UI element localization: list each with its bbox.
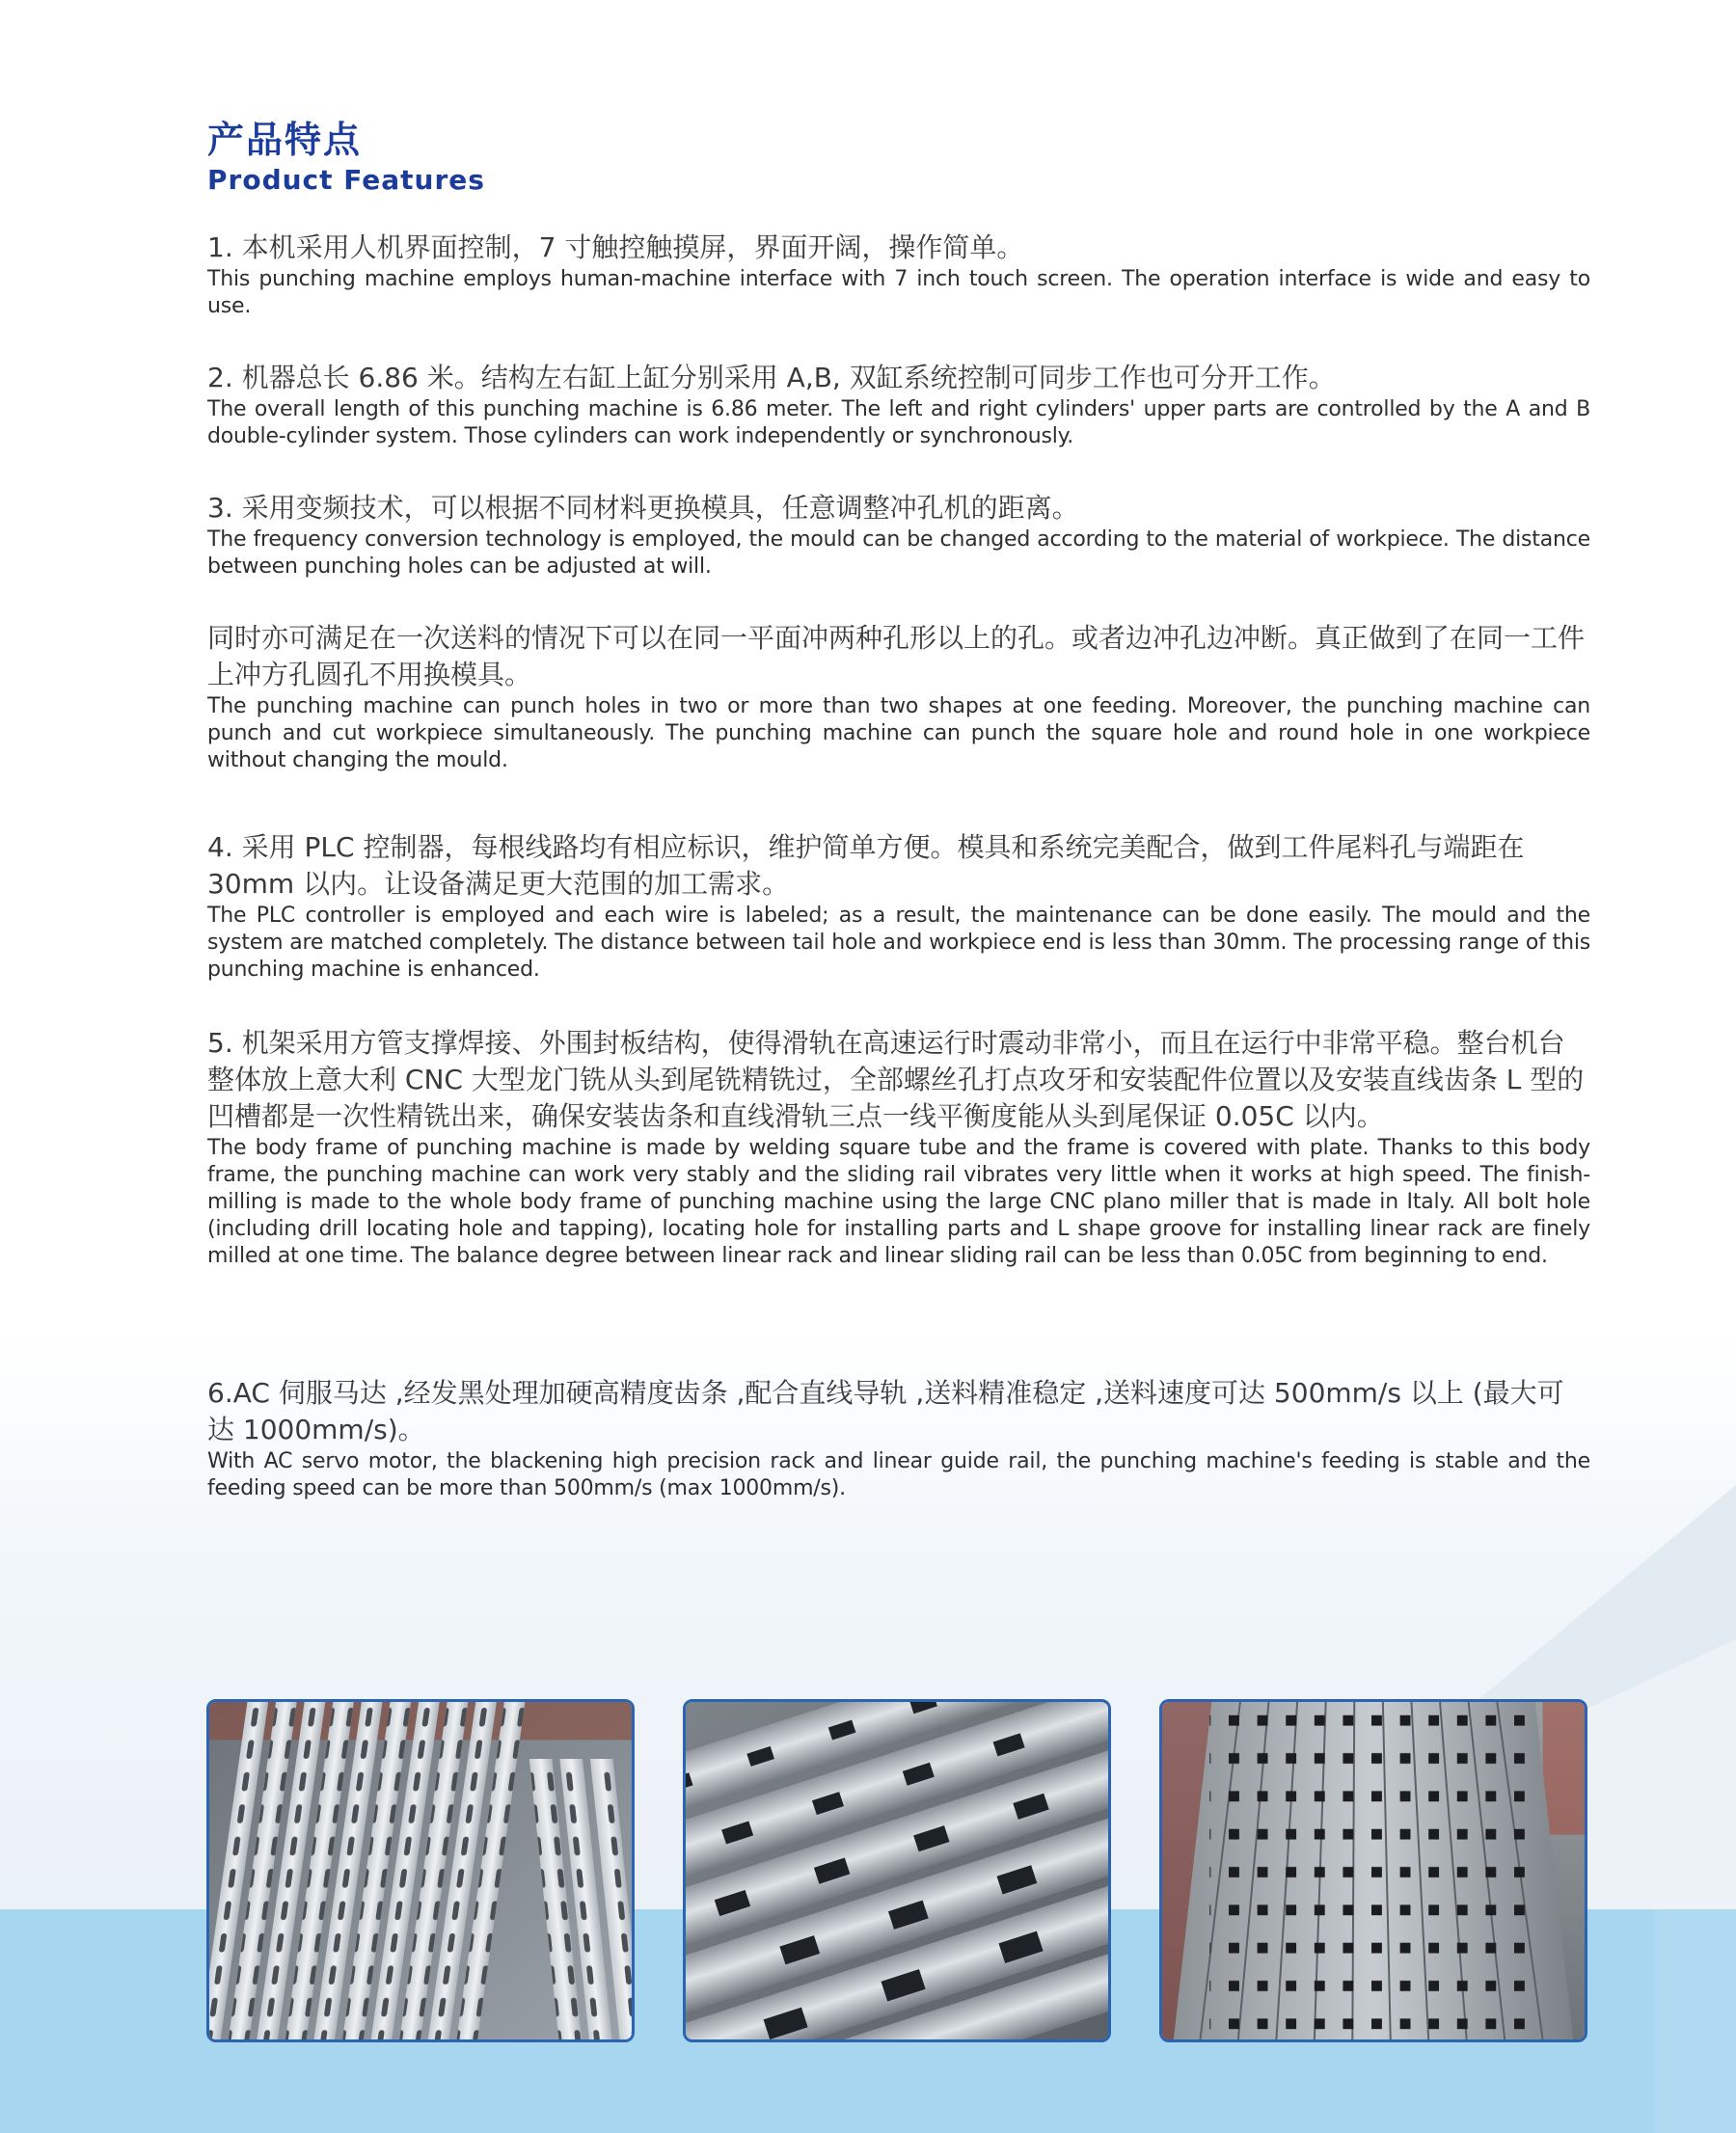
- product-photo-square-tubes: [1159, 1699, 1587, 2042]
- section-title-cn: 产品特点: [207, 119, 363, 161]
- feature-en: The punching machine can punch holes in two or more than two shapes at one feeding. Moreover, the punching machine can punch and cut workpiece simultaneously. The punching machine can punch the square hole and round hole in one workpiece without changing the mould.: [207, 694, 1590, 772]
- product-photo-punched-tubes: [683, 1699, 1111, 2042]
- product-photo-slotted-channels: [206, 1699, 635, 2042]
- feature-en: With AC servo motor, the blackening high precision rack and linear guide rail, the punching machine's feeding is stable and the feeding speed can be more than 500mm/s (max 1000mm/s).: [207, 1449, 1590, 1500]
- feature-3-supplement: [207, 620, 1590, 774]
- feature-6: [207, 1375, 1590, 1502]
- feature-cn: 5. 机架采用方管支撑焊接、外围封板结构，使得滑轨在高速运行时震动非常小，而且在运行中非常平稳。整台机台整体放上意大利 CNC 大型龙门铣从头到尾铣精铣过，全部螺丝孔打点攻牙和安装配件位置以及安装直线齿条 L 型的凹槽都是一次性精铣出来，确保安装齿条和直线滑轨三点一线平衡度能从头到尾保证 0.05C 以内。: [207, 1027, 1585, 1132]
- feature-en: The body frame of punching machine is made by welding square tube and the frame is covered with plate. Thanks to this body frame, the punching machine can work very stably and the sliding rail vibrates very little when it works at high speed. The finish-milling is made to the whole body frame of punching machine using the large CNC plano miller that is made in Italy. All bolt hole (including drill locating hole and tapping), locating hole for installing parts and L shape groove for installing linear rack are finely milled at one time. The balance degree between linear rack and linear sliding rail can be less than 0.05C from beginning to end.: [207, 1136, 1590, 1268]
- feature-1: [207, 230, 1590, 320]
- features-section: [207, 116, 1590, 1500]
- feature-4: [207, 829, 1590, 984]
- feature-en: This punching machine employs human-machine interface with 7 inch touch screen. The operation interface is wide and easy to use.: [207, 267, 1590, 318]
- feature-en: The overall length of this punching machine is 6.86 meter. The left and right cylinders' upper parts are controlled by the A and B double-cylinder system. Those cylinders can work independently or synchronously.: [207, 397, 1590, 448]
- feature-cn: 6.AC 伺服马达 ,经发黑处理加硬高精度齿条 ,配合直线导轨 ,送料精准稳定 ,送料速度可达 500mm/s 以上 (最大可达 1000mm/s)。: [207, 1377, 1564, 1445]
- feature-cn: 同时亦可满足在一次送料的情况下可以在同一平面冲两种孔形以上的孔。或者边冲孔边冲断。真正做到了在同一工件上冲方孔圆孔不用换模具。: [207, 622, 1586, 690]
- feature-cn: 2. 机器总长 6.86 米。结构左右缸上缸分别采用 A,B, 双缸系统控制可同步工作也可分开工作。: [207, 362, 1336, 393]
- feature-cn: 3. 采用变频技术，可以根据不同材料更换模具，任意调整冲孔机的距离。: [207, 492, 1079, 524]
- feature-cn: 4. 采用 PLC 控制器，每根线路均有相应标识，维护简单方便。模具和系统完美配合，做到工件尾料孔与端距在 30mm 以内。让设备满足更大范围的加工需求。: [207, 831, 1525, 900]
- feature-en: The PLC controller is employed and each wire is labeled; as a result, the maintenance can be done easily. The mould and the system are matched completely. The distance between tail hole and workpiece end is less than 30mm. The processing range of this punching machine is enhanced.: [207, 904, 1590, 982]
- feature-3: [207, 490, 1590, 580]
- feature-5: [207, 1025, 1590, 1270]
- feature-en: The frequency conversion technology is employed, the mould can be changed according to the material of workpiece. The distance between punching holes can be adjusted at will.: [207, 527, 1590, 579]
- feature-cn: 1. 本机采用人机界面控制，7 寸触控触摸屏，界面开阔，操作简单。: [207, 231, 1024, 263]
- section-title-en: Product Features: [207, 164, 485, 196]
- feature-2: [207, 360, 1590, 450]
